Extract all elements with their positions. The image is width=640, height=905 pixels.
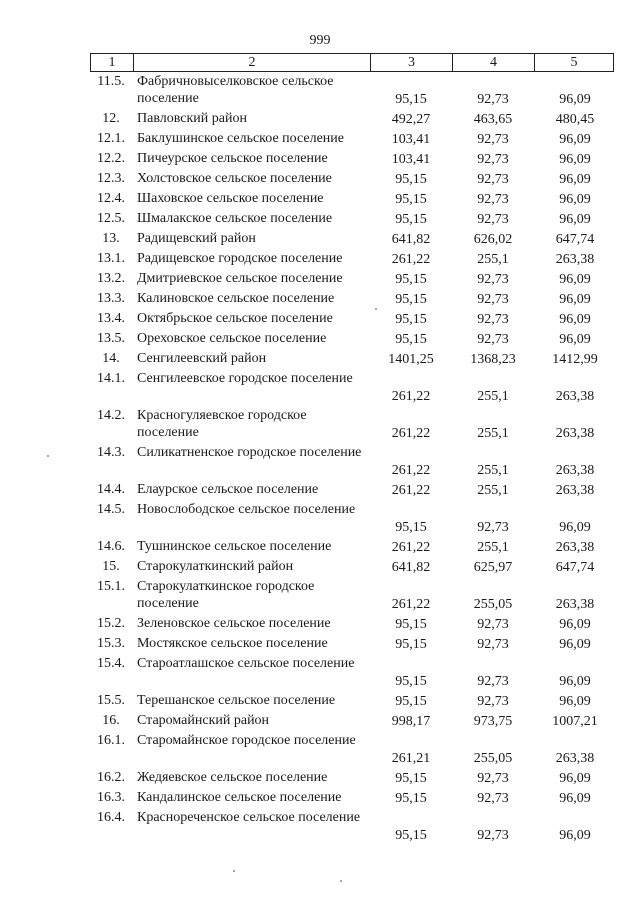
value-col-4: 255,1 [477,389,509,404]
page-number: 999 [309,33,331,48]
value-col-3: 95,15 [395,674,427,689]
column-header-2: 2 [134,54,371,72]
value-col-5: 263,38 [555,252,595,267]
table-row [90,558,612,578]
value-col-5: 96,09 [559,292,591,307]
table-row [90,481,612,501]
row-name: Радищевский район [137,231,256,246]
row-name: Баклушинское сельское поселение [137,131,344,146]
value-col-4: 255,05 [473,597,513,612]
row-number: 14.4. [97,482,125,497]
row-name: Фабричновыселковское сельское поселение [137,74,334,106]
row-number: 14. [102,351,120,366]
row-name: Тушнинское сельское поселение [137,539,332,554]
table-row [90,769,612,789]
value-col-3: 261,22 [391,389,431,404]
row-number: 16.4. [97,810,125,825]
value-col-4: 255,1 [477,426,509,441]
row-name: Радищевское городское поселение [137,251,343,266]
value-col-4: 255,1 [477,252,509,267]
table-row [90,170,612,190]
table-row [90,712,612,732]
table-row [90,270,612,290]
row-number: 16.1. [97,733,125,748]
value-col-5: 1007,21 [552,714,598,729]
row-name: Старомайнское городское поселение [137,733,356,748]
value-col-4: 92,73 [477,617,509,632]
value-col-5: 96,09 [559,172,591,187]
row-number: 13.3. [97,291,125,306]
value-col-3: 103,41 [391,132,431,147]
row-name: Старокулаткинский район [137,559,294,574]
value-col-5: 96,09 [559,694,591,709]
table-row [90,789,612,809]
value-col-4: 463,65 [473,112,513,127]
value-col-5: 96,09 [559,617,591,632]
value-col-3: 103,41 [391,152,431,167]
table-row [90,732,612,769]
value-col-4: 92,73 [477,771,509,786]
row-name: Старомайнский район [137,713,270,728]
value-col-3: 261,22 [391,483,431,498]
row-number: 12.2. [97,151,125,166]
row-name: Сенгилеевское городское поселение [137,371,353,386]
column-header-1: 1 [91,54,134,72]
value-col-5: 96,09 [559,332,591,347]
table-row [90,230,612,250]
row-number: 16.3. [97,790,125,805]
row-number: 15.3. [97,636,125,651]
value-col-3: 95,15 [395,212,427,227]
scan-speck [233,870,235,872]
value-col-3: 95,15 [395,771,427,786]
value-col-4: 92,73 [477,132,509,147]
value-col-4: 92,73 [477,520,509,535]
value-col-5: 263,38 [555,426,595,441]
row-number: 16. [102,713,120,728]
value-col-5: 1412,99 [552,352,598,367]
value-col-3: 95,15 [395,332,427,347]
table-row [90,290,612,310]
value-col-4: 973,75 [473,714,513,729]
value-col-3: 261,22 [391,540,431,555]
value-col-4: 626,02 [473,232,513,247]
value-col-5: 96,09 [559,674,591,689]
value-col-3: 95,15 [395,292,427,307]
value-col-4: 92,73 [477,92,509,107]
value-col-4: 92,73 [477,212,509,227]
table-row [90,330,612,350]
value-col-3: 95,15 [395,637,427,652]
row-name: Краснореченское сельское поселение [137,810,361,825]
table-row [90,635,612,655]
row-name: Терешанское сельское поселение [137,693,336,708]
value-col-4: 92,73 [477,272,509,287]
row-number: 13. [102,231,120,246]
value-col-4: 92,73 [477,192,509,207]
row-number: 14.6. [97,539,125,554]
value-col-3: 95,15 [395,617,427,632]
scan-speck [340,880,342,882]
value-col-4: 625,97 [473,560,513,575]
row-number: 14.2. [97,408,125,423]
row-name: Дмитриевское сельское поселение [137,271,343,286]
column-header-row [91,54,614,72]
row-number: 13.5. [97,331,125,346]
value-col-3: 261,21 [391,751,431,766]
value-col-3: 95,15 [395,791,427,806]
table-row [90,655,612,692]
value-col-3: 261,22 [391,597,431,612]
column-header-4: 4 [453,54,535,72]
value-col-4: 92,73 [477,292,509,307]
value-col-4: 92,73 [477,828,509,843]
value-col-3: 261,22 [391,426,431,441]
table-row [90,210,612,230]
row-number: 16.2. [97,770,125,785]
value-col-4: 255,1 [477,540,509,555]
row-name: Сенгилеевский район [137,351,267,366]
value-col-4: 92,73 [477,312,509,327]
row-number: 14.1. [97,371,125,386]
row-name: Шмалакское сельское поселение [137,211,333,226]
table-row [90,350,612,370]
value-col-4: 92,73 [477,791,509,806]
value-col-4: 255,05 [473,751,513,766]
value-col-5: 263,38 [555,389,595,404]
scan-speck [47,455,49,457]
table-row [90,407,612,444]
row-number: 13.1. [97,251,125,266]
row-name: Пичеурское сельское поселение [137,151,328,166]
value-col-3: 95,15 [395,192,427,207]
row-number: 14.3. [97,445,125,460]
value-col-4: 1368,23 [470,352,516,367]
value-col-5: 480,45 [555,112,595,127]
table-row [90,615,612,635]
value-col-4: 92,73 [477,172,509,187]
row-number: 12.3. [97,171,125,186]
row-number: 15.2. [97,616,125,631]
column-header-3: 3 [371,54,453,72]
value-col-5: 96,09 [559,791,591,806]
value-col-4: 255,1 [477,483,509,498]
value-col-5: 96,09 [559,637,591,652]
value-col-5: 96,09 [559,828,591,843]
value-col-3: 641,82 [391,232,431,247]
value-col-5: 96,09 [559,132,591,147]
value-col-3: 641,82 [391,560,431,575]
value-col-5: 96,09 [559,312,591,327]
value-col-3: 95,15 [395,312,427,327]
table-row [90,73,612,110]
table-row [90,501,612,538]
row-number: 12.4. [97,191,125,206]
row-name: Елаурское сельское поселение [137,482,319,497]
row-name: Шаховское сельское поселение [137,191,324,206]
row-name: Староатлашское сельское поселение [137,656,355,671]
value-col-3: 95,15 [395,520,427,535]
row-name: Калиновское сельское поселение [137,291,335,306]
row-name: Новослободское сельское поселение [137,502,356,517]
value-col-5: 96,09 [559,771,591,786]
value-col-3: 95,15 [395,694,427,709]
row-name: Силикатненское городское поселение [137,445,362,460]
table-row [90,110,612,130]
value-col-4: 255,1 [477,463,509,478]
table-body [90,73,612,846]
value-col-5: 96,09 [559,92,591,107]
table-row [90,370,612,407]
value-col-5: 96,09 [559,272,591,287]
row-name: Мостякское сельское поселение [137,636,328,651]
scan-speck [375,308,377,310]
row-name: Холстовское сельское поселение [137,171,332,186]
value-col-5: 96,09 [559,520,591,535]
value-col-3: 1401,25 [388,352,434,367]
row-number: 13.4. [97,311,125,326]
row-name: Старокулаткинское городское поселение [137,579,315,611]
value-col-3: 998,17 [391,714,431,729]
value-col-3: 261,22 [391,252,431,267]
value-col-4: 92,73 [477,152,509,167]
table-row [90,310,612,330]
value-col-4: 92,73 [477,637,509,652]
row-number: 15.1. [97,579,125,594]
row-number: 15.4. [97,656,125,671]
row-name: Ореховское сельское поселение [137,331,327,346]
table-row [90,190,612,210]
value-col-4: 92,73 [477,674,509,689]
row-number: 15. [102,559,120,574]
value-col-3: 95,15 [395,92,427,107]
column-header-table [90,53,614,72]
row-name: Кандалинское сельское поселение [137,790,342,805]
row-name: Красногуляевское городское поселение [137,408,307,440]
table-row [90,150,612,170]
row-number: 12.5. [97,211,125,226]
column-header-5: 5 [535,54,614,72]
row-number: 13.2. [97,271,125,286]
value-col-3: 95,15 [395,828,427,843]
value-col-5: 263,38 [555,597,595,612]
value-col-3: 95,15 [395,272,427,287]
row-number: 11.5. [97,74,125,89]
table-row [90,578,612,615]
row-name: Октябрьское сельское поселение [137,311,333,326]
row-name: Павловский район [137,111,247,126]
value-col-5: 263,38 [555,463,595,478]
row-name: Жедяевское сельское поселение [137,770,328,785]
value-col-5: 263,38 [555,751,595,766]
table-row [90,692,612,712]
value-col-3: 492,27 [391,112,431,127]
row-number: 12.1. [97,131,125,146]
value-col-4: 92,73 [477,694,509,709]
value-col-5: 647,74 [555,560,595,575]
row-number: 15.5. [97,693,125,708]
value-col-5: 263,38 [555,483,595,498]
row-number: 14.5. [97,502,125,517]
table-row [90,130,612,150]
value-col-5: 96,09 [559,212,591,227]
table-row [90,444,612,481]
value-col-5: 96,09 [559,192,591,207]
value-col-5: 263,38 [555,540,595,555]
value-col-3: 261,22 [391,463,431,478]
table-row [90,250,612,270]
value-col-5: 647,74 [555,232,595,247]
table-row [90,538,612,558]
row-name: Зеленовское сельское поселение [137,616,331,631]
table-row [90,809,612,846]
value-col-5: 96,09 [559,152,591,167]
row-number: 12. [102,111,120,126]
value-col-4: 92,73 [477,332,509,347]
value-col-3: 95,15 [395,172,427,187]
